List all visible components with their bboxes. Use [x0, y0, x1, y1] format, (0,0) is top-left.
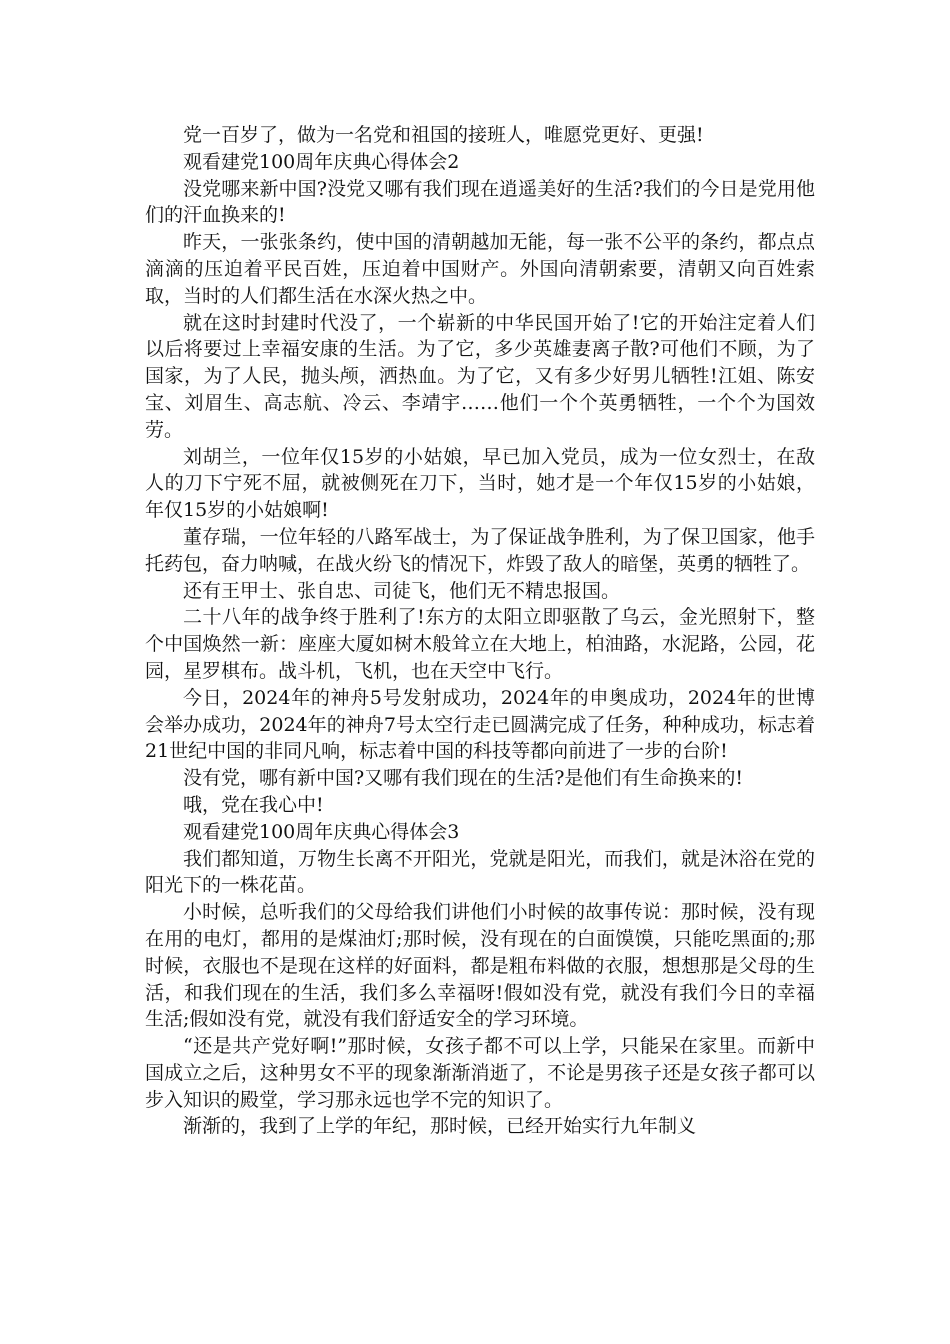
paragraph: 没党哪来新中国?没党又哪有我们现在逍遥美好的生活?我们的今日是党用他们的汗血换来的!: [145, 177, 815, 227]
paragraph: 刘胡兰，一位年仅15岁的小姑娘，早已加入党员，成为一位女烈士，在敌人的刀下宁死不屈，就被侧死在刀下，当时，她才是一个年仅15岁的小姑娘，年仅15岁的小姑娘啊!: [145, 445, 815, 522]
paragraph: 二十八年的战争终于胜利了!东方的太阳立即驱散了乌云，金光照射下，整个中国焕然一新：座座大厦如树木般耸立在大地上，柏油路，水泥路，公园，花园，星罗棋布。战斗机，飞机，也在天空中飞行。: [145, 606, 815, 682]
paragraph: 今日，2024年的神舟5号发射成功，2024年的申奥成功，2024年的世博会举办成功，2024年的神舟7号太空行走已圆满完成了任务，种种成功，标志着21世纪中国的非同凡响，标志着中国的科技等都向前进了一步的台阶!: [145, 686, 815, 763]
document-body: [145, 122, 815, 1140]
paragraph: 小时候，总听我们的父母给我们讲他们小时候的故事传说：那时候，没有现在用的电灯，都用的是煤油灯;那时候，没有现在的白面馍馍，只能吃黑面的;那时候，衣服也不是现在这样的好面料，都是粗布料做的衣服，想想那是父母的生活，和我们现在的生活，我们多么幸福呀!假如没有党，就没有我们今日的幸福生活;假如没有党，就没有我们舒适安全的学习环境。: [145, 901, 815, 1031]
section-heading: 观看建党100周年庆典心得体会3: [183, 820, 460, 843]
paragraph: 党一百岁了，做为一名党和祖国的接班人，唯愿党更好、更强!: [183, 124, 704, 146]
paragraph: 渐渐的，我到了上学的年纪，那时候，已经开始实行九年制义: [183, 1115, 697, 1138]
paragraph: 董存瑞，一位年轻的八路军战士，为了保证战争胜利，为了保卫国家，他手托药包，奋力呐喊，在战火纷飞的情况下，炸毁了敌人的暗堡，英勇的牺牲了。: [145, 525, 815, 575]
paragraph: “还是共产党好啊!”那时候，女孩子都不可以上学，只能呆在家里。而新中国成立之后，这种男女不平的现象渐渐消逝了，不论是男孩子还是女孩子都可以步入知识的殿堂，学习那永远也学不完的知识了。: [145, 1035, 815, 1111]
paragraph: 哦，党在我心中!: [183, 793, 324, 816]
paragraph: 还有王甲士、张自忠、司徒飞，他们无不精忠报国。: [183, 579, 621, 602]
section-heading: 观看建党100周年庆典心得体会2: [183, 150, 460, 173]
paragraph: 我们都知道，万物生长离不开阳光，党就是阳光，而我们，就是沐浴在党的阳光下的一株花苗。: [145, 847, 815, 897]
paragraph: 没有党，哪有新中国?又哪有我们现在的生活?是他们有生命换来的!: [183, 767, 744, 790]
paragraph: 昨天，一张张条约，使中国的清朝越加无能，每一张不公平的条约，都点点滴滴的压迫着平民百姓，压迫着中国财产。外国向清朝索要，清朝又向百姓索取，当时的人们都生活在水深火热之中。: [145, 231, 815, 307]
paragraph: 就在这时封建时代没了，一个崭新的中华民国开始了!它的开始注定着人们以后将要过上幸福安康的生活。为了它，多少英雄妻离子散?可他们不顾，为了国家，为了人民，抛头颅，洒热血。为了它，又有多少好男儿牺牲!江姐、陈安宝、刘眉生、高志航、冷云、李靖宇……他们一个个英勇牺牲，一个个为国效劳。: [145, 311, 815, 441]
